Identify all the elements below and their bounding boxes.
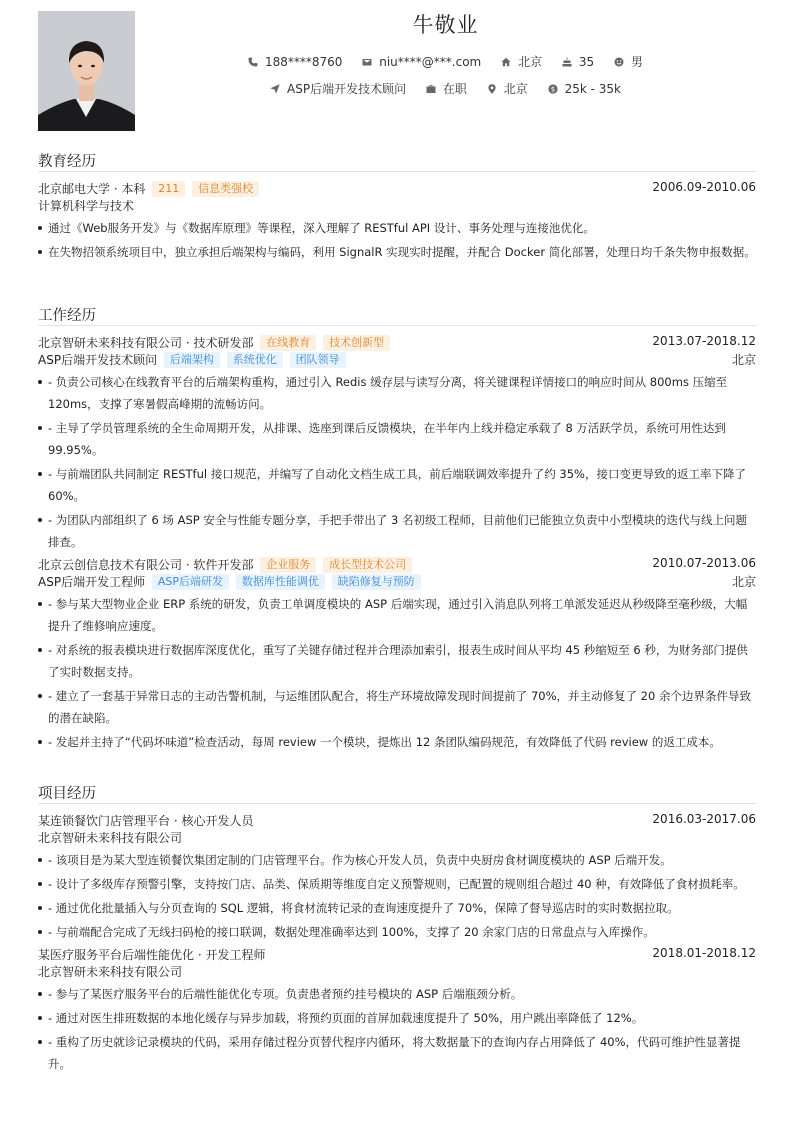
location-icon bbox=[487, 84, 497, 94]
job-head bbox=[38, 333, 756, 351]
list-item: - 重构了历史就诊记录模块的代码，采用存储过程分页替代程序内循环，将大数据量下的查询内存占用降低了 40%，代码可维护性显著提升。 bbox=[38, 1031, 756, 1075]
role-row bbox=[38, 351, 756, 369]
status-info bbox=[426, 80, 467, 97]
list-item: - 通过对医生排班数据的本地化缓存与异步加载，将预约页面的首屏加载速度提升了 50%，用户跳出率降低了 12%。 bbox=[38, 1007, 756, 1029]
home-icon bbox=[501, 57, 511, 67]
contact-row bbox=[135, 53, 756, 70]
avatar-portrait bbox=[38, 11, 135, 131]
project-head bbox=[38, 945, 756, 963]
resume-page bbox=[38, 0, 756, 1123]
company-name: 北京云创信息技术有限公司 · 软件开发部 bbox=[38, 558, 254, 572]
job-head bbox=[38, 555, 756, 573]
company-name: 北京智研未来科技有限公司 · 技术研发部 bbox=[38, 336, 254, 350]
company-tag: 技术创新型 bbox=[323, 335, 390, 351]
city-info bbox=[501, 53, 542, 70]
phone-text: 188****8760 bbox=[264, 55, 343, 69]
phone-icon bbox=[248, 57, 258, 67]
age-icon bbox=[562, 57, 572, 67]
project-date: 2018.01-2018.12 bbox=[652, 946, 756, 960]
salary-text: 25k - 35k bbox=[564, 82, 621, 96]
mail-icon bbox=[362, 57, 372, 67]
svg-text:$: $ bbox=[550, 85, 555, 94]
project-company-row bbox=[38, 963, 756, 981]
education-date: 2006.09-2010.06 bbox=[652, 180, 756, 194]
role-tag: ASP后端研发 bbox=[152, 574, 229, 590]
education-bullets bbox=[38, 217, 756, 263]
phone-info bbox=[248, 55, 342, 69]
job-location: 北京 bbox=[731, 353, 756, 367]
list-item: - 为团队内部组织了 6 场 ASP 安全与性能专题分享，手把手带出了 3 名初级工程师，目前他们已能独立负责中小型模块的迭代与线上问题排查。 bbox=[38, 509, 756, 553]
job-entry bbox=[38, 555, 756, 753]
role-tag: 团队领导 bbox=[290, 352, 346, 368]
target-city-text: 北京 bbox=[503, 82, 528, 96]
project-date: 2016.03-2017.06 bbox=[652, 812, 756, 826]
major: 计算机科学与技术 bbox=[38, 199, 135, 213]
company-tag: 在线教育 bbox=[260, 335, 316, 351]
role-tag: 后端架构 bbox=[164, 352, 220, 368]
avatar bbox=[38, 11, 135, 131]
gender-info bbox=[614, 53, 643, 70]
company-tag: 成长型技术公司 bbox=[323, 557, 412, 573]
education-section bbox=[38, 150, 756, 263]
age-text: 35 bbox=[578, 55, 595, 69]
list-item: - 发起并主持了“代码坏味道”检查活动，每周 review 一个模块，提炼出 12 条团队编码规范，有效降低了代码 review 的返工成本。 bbox=[38, 731, 756, 753]
projects-section bbox=[38, 782, 756, 1075]
list-item: - 主导了学员管理系统的全生命周期开发，从排课、选座到课后反馈模块，在半年内上线并稳定承载了 8 万活跃学员，系统可用性达到 99.95%。 bbox=[38, 417, 756, 461]
role-title: ASP后端开发工程师 bbox=[38, 575, 146, 589]
project-bullets bbox=[38, 849, 756, 943]
project-company: 北京智研未来科技有限公司 bbox=[38, 831, 183, 845]
job-bullets bbox=[38, 593, 756, 753]
school-name: 北京邮电大学 · 本科 bbox=[38, 182, 146, 196]
job-bullets bbox=[38, 371, 756, 553]
work-section bbox=[38, 304, 756, 753]
company-tag: 企业服务 bbox=[260, 557, 316, 573]
gender-icon bbox=[614, 57, 624, 67]
city-text: 北京 bbox=[518, 55, 543, 69]
gender-text: 男 bbox=[631, 55, 644, 69]
project-bullets bbox=[38, 983, 756, 1075]
list-item: - 负责公司核心在线教育平台的后端架构重构，通过引入 Redis 缓存层与读写分离，将关键课程详情接口的响应时间从 800ms 压缩至 120ms，支撑了寒暑假高峰期的流畅访问。 bbox=[38, 371, 756, 415]
age-info bbox=[562, 55, 594, 69]
candidate-name: 牛敬业 bbox=[412, 13, 479, 37]
money-icon bbox=[548, 84, 558, 94]
email-text: niu****@***.com bbox=[379, 55, 482, 69]
role-row bbox=[38, 573, 756, 591]
school-tag: 信息类强校 bbox=[192, 181, 259, 197]
list-item: - 参与了某医疗服务平台的后端性能优化专项。负责患者预约挂号模块的 ASP 后端瓶颈分析。 bbox=[38, 983, 756, 1005]
major-row bbox=[38, 197, 756, 215]
list-item: - 对系统的报表模块进行数据库深度优化，重写了关键存储过程并合理添加索引，报表生成时间从平均 45 秒缩短至 6 秒，为财务部门提供了实时数据支持。 bbox=[38, 639, 756, 683]
role-title: ASP后端开发技术顾问 bbox=[38, 353, 158, 367]
status-text: 在职 bbox=[442, 82, 467, 96]
school-tag: 211 bbox=[152, 181, 185, 197]
role-tag: 系统优化 bbox=[227, 352, 283, 368]
salary-info bbox=[548, 82, 621, 96]
project-name: 某医疗服务平台后端性能优化 · 开发工程师 bbox=[38, 948, 266, 962]
education-title: 教育经历 bbox=[38, 150, 756, 172]
education-head bbox=[38, 179, 756, 197]
list-item: - 设计了多级库存预警引擎，支持按门店、品类、保质期等维度自定义预警规则，已配置的规则组合超过 40 种，有效降低了食材损耗率。 bbox=[38, 873, 756, 895]
target-position-text: ASP后端开发技术顾问 bbox=[287, 82, 407, 96]
project-name: 某连锁餐饮门店管理平台 · 核心开发人员 bbox=[38, 814, 254, 828]
briefcase-icon bbox=[426, 84, 436, 94]
job-date: 2010.07-2013.06 bbox=[652, 556, 756, 570]
job-location: 北京 bbox=[731, 575, 756, 589]
projects-title: 项目经历 bbox=[38, 782, 756, 804]
job-intent-row bbox=[135, 80, 756, 97]
project-head bbox=[38, 811, 756, 829]
role-tag: 数据库性能调优 bbox=[236, 574, 325, 590]
target-position-info bbox=[270, 80, 406, 97]
list-item: - 建立了一套基于异常日志的主动告警机制，与运维团队配合，将生产环境故障发现时间提前了 70%，并主动修复了 20 余个边界条件导致的潜在缺陷。 bbox=[38, 685, 756, 729]
project-company: 北京智研未来科技有限公司 bbox=[38, 965, 183, 979]
list-item: - 该项目是为某大型连锁餐饮集团定制的门店管理平台。作为核心开发人员，负责中央厨房食材调度模块的 ASP 后端开发。 bbox=[38, 849, 756, 871]
job-date: 2013.07-2018.12 bbox=[652, 334, 756, 348]
list-item: - 通过优化批量插入与分页查询的 SQL 逻辑，将食材流转记录的查询速度提升了 70%，保障了督导巡店时的实时数据拉取。 bbox=[38, 897, 756, 919]
role-tag: 缺陷修复与预防 bbox=[332, 574, 421, 590]
list-item: - 与前端团队共同制定 RESTful 接口规范，并编写了自动化文档生成工具，前后端联调效率提升了约 35%，接口变更导致的返工率下降了 60%。 bbox=[38, 463, 756, 507]
list-item: - 与前端配合完成了无线扫码枪的接口联调，数据处理准确率达到 100%，支撑了 20 余家门店的日常盘点与入库操作。 bbox=[38, 921, 756, 943]
send-icon bbox=[270, 84, 280, 94]
target-city-info bbox=[487, 80, 528, 97]
work-title: 工作经历 bbox=[38, 304, 756, 326]
list-item: 通过《Web服务开发》与《数据库原理》等课程，深入理解了 RESTful API 设计、事务处理与连接池优化。 bbox=[38, 217, 756, 239]
project-company-row bbox=[38, 829, 756, 847]
job-entry bbox=[38, 333, 756, 553]
project-entry bbox=[38, 945, 756, 1075]
email-info bbox=[362, 55, 481, 69]
list-item: - 参与某大型物业企业 ERP 系统的研发，负责工单调度模块的 ASP 后端实现，通过引入消息队列将工单派发延迟从秒级降至毫秒级，大幅提升了维修响应速度。 bbox=[38, 593, 756, 637]
project-entry bbox=[38, 811, 756, 943]
list-item: 在失物招领系统项目中，独立承担后端架构与编码，利用 SignalR 实现实时提醒，并配合 Docker 简化部署，处理日均千条失物申报数据。 bbox=[38, 241, 756, 263]
